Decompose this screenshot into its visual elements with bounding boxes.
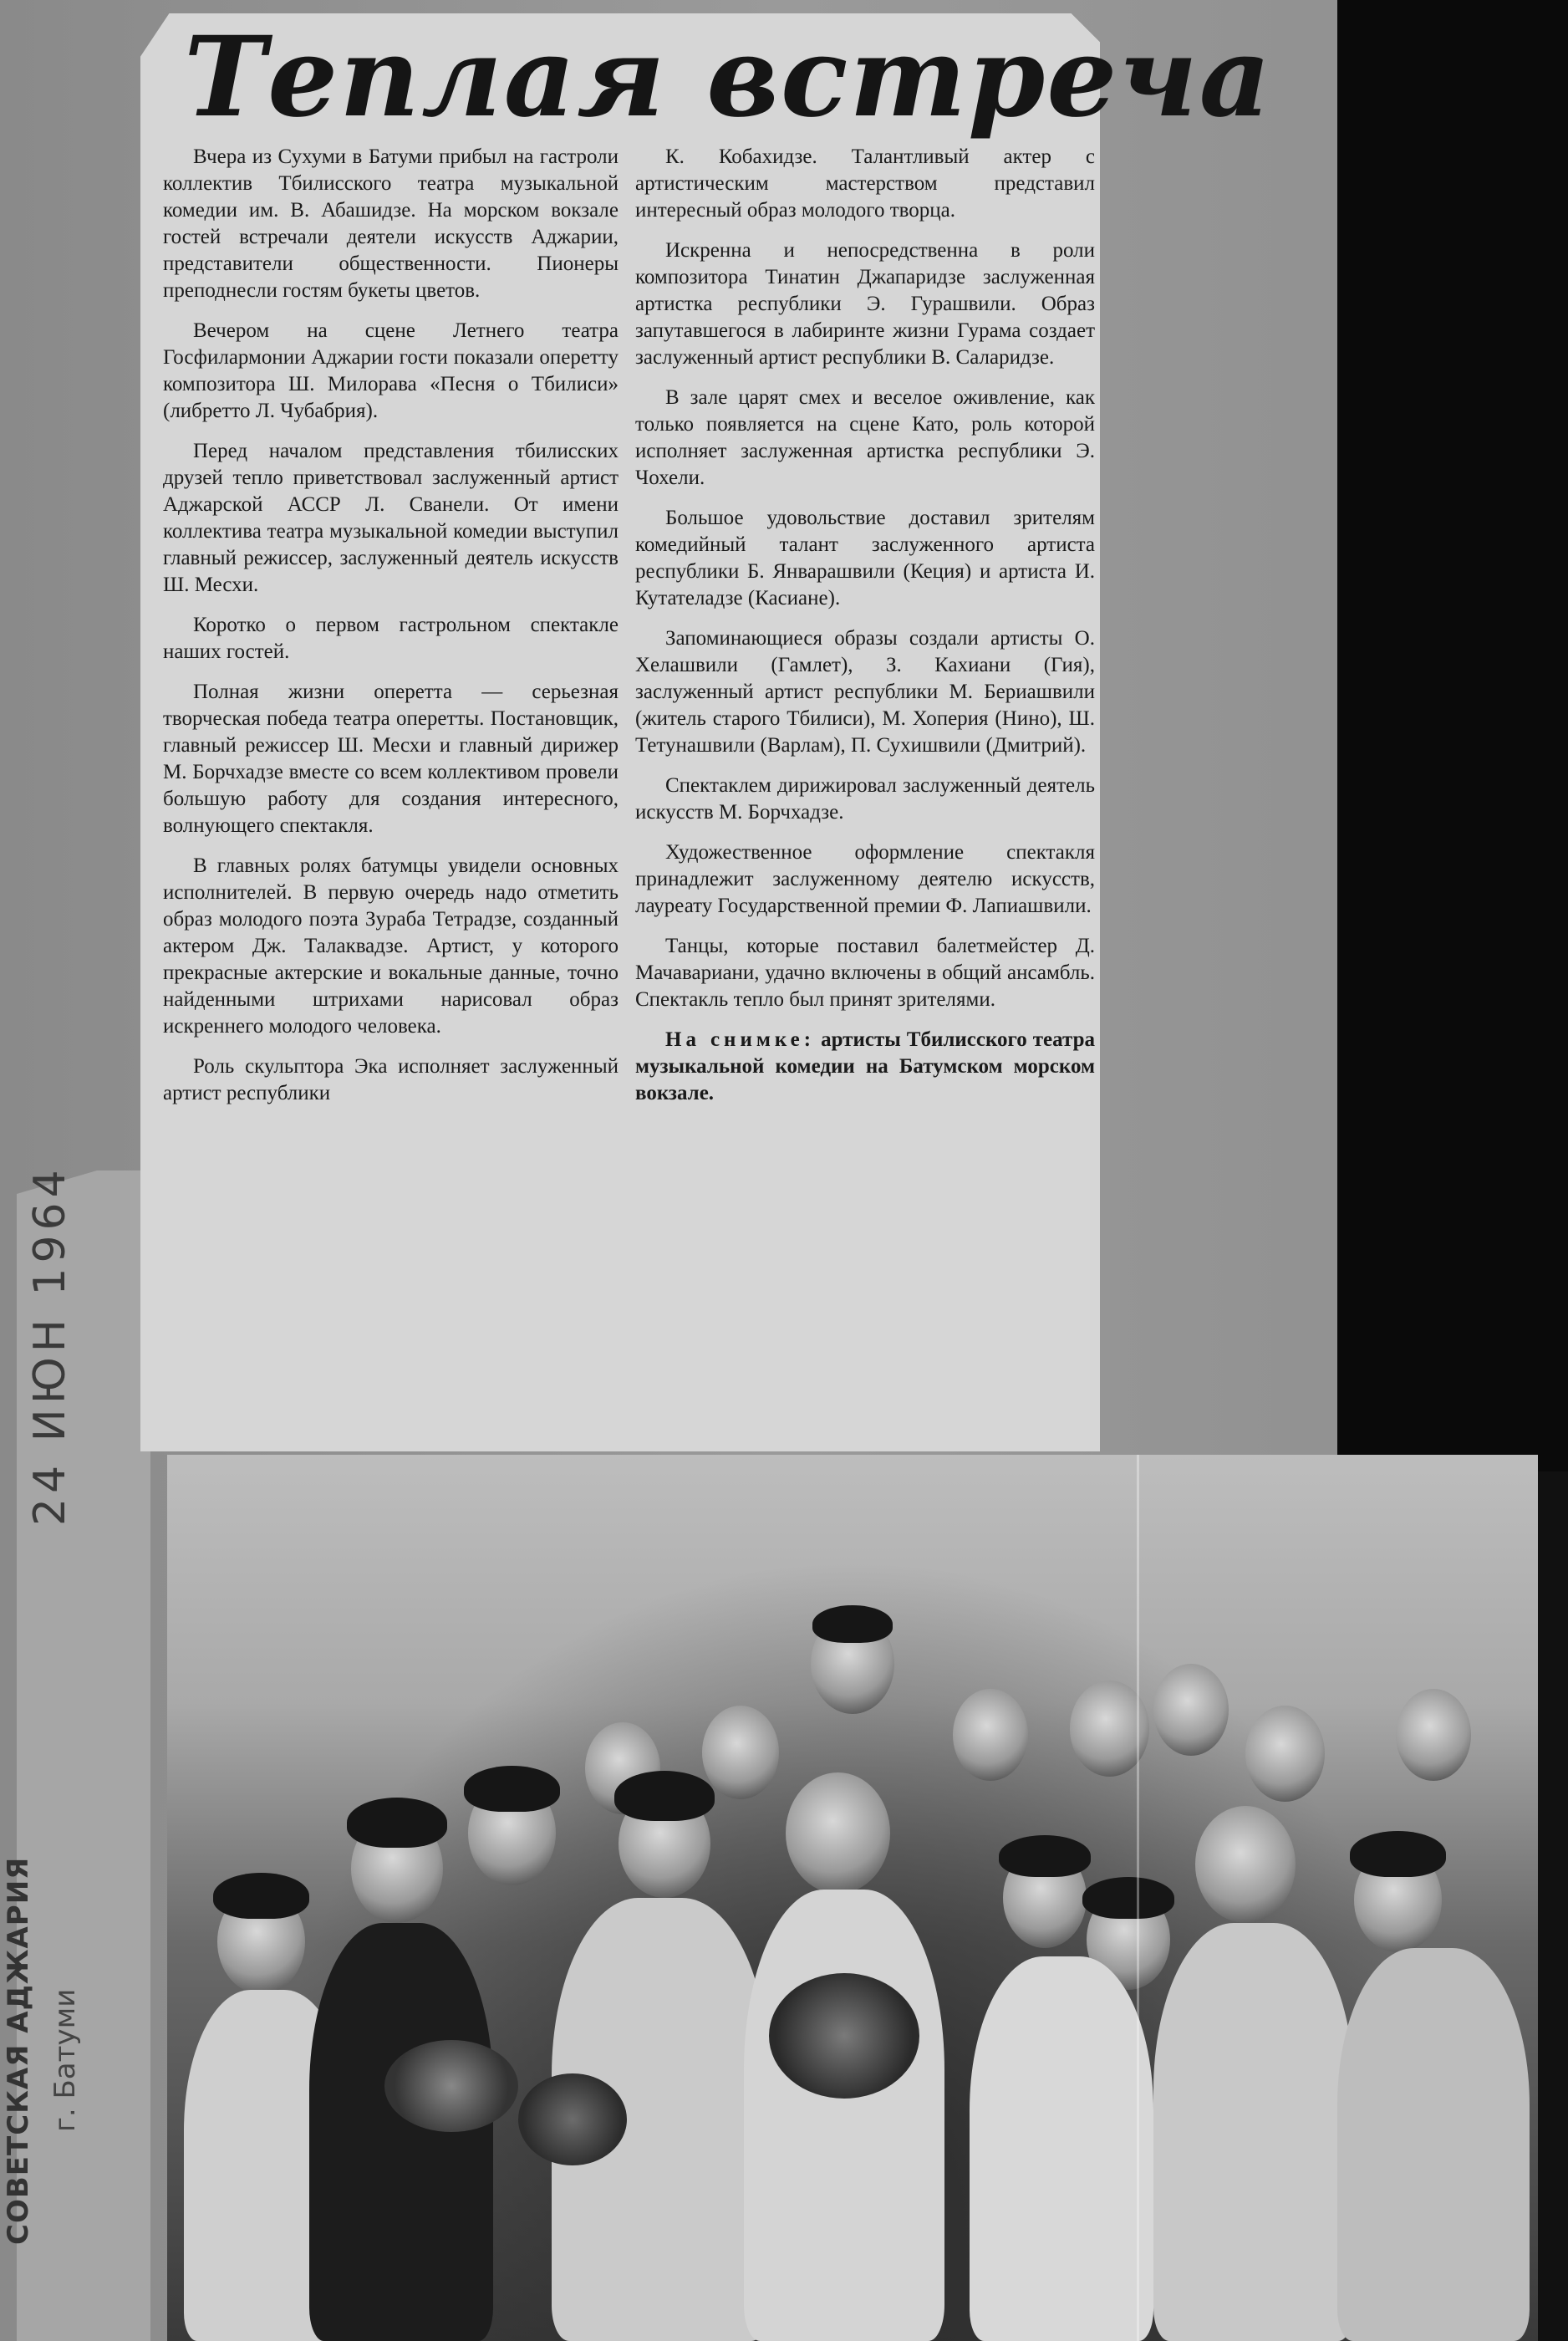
caption-text: артисты Тбилисского театра музыкальной комедии на Батумском морском вокзале.	[635, 1028, 1095, 1104]
person-head	[1245, 1706, 1325, 1802]
article-headline: Теплая встреча	[184, 13, 1273, 142]
photo-fold-line	[1137, 1455, 1139, 2341]
date-stamp: 24 ИЮН 1964	[25, 1165, 75, 1526]
paragraph: В зале царят смех и веселое оживление, как только появляется на сцене Като, роль которой исполняет заслуженная артистка республики Э. Чохели.	[635, 386, 1095, 489]
caption-lead: На снимке:	[665, 1028, 816, 1051]
person-hair	[1350, 1831, 1446, 1877]
paragraph: Художественное оформление спектакля принадлежит заслуженному деятелю искусств, лауреату Государственной премии Ф. Лапиашвили.	[635, 841, 1095, 917]
dark-border-strip-lower	[1538, 1471, 1568, 2341]
photo-caption	[635, 1027, 1095, 1107]
person-hair	[347, 1798, 447, 1848]
paragraph: Спектаклем дирижировал заслуженный деятель искусств М. Борчхадзе.	[635, 774, 1095, 824]
person-body	[744, 1890, 944, 2341]
person-hair	[213, 1873, 309, 1919]
person-hair	[812, 1605, 893, 1643]
paragraph: Искренна и непосредственна в роли композитора Тинатин Джапаридзе заслуженная артистка республики Э. Гурашвили. Образ запутавшегося в лабиринте жизни Гурама создает заслуженный артист республики В. Саларидзе.	[635, 239, 1095, 369]
paragraph: Роль скульптора Эка исполняет заслуженный артист республики	[163, 1055, 619, 1104]
paragraph: Вечером на сцене Летнего театра Госфилармонии Аджарии гости показали оперетту композитора Ш. Милорава «Песня о Тбилиси» (либретто Л. Чубабрия).	[163, 319, 619, 422]
newspaper-name: СОВЕТСКАЯ АДЖАРИЯ	[2, 1856, 35, 2245]
person-head	[1195, 1806, 1296, 1923]
person-hair	[614, 1771, 715, 1821]
article-column-left	[163, 144, 619, 1120]
paragraph: Большое удовольствие доставил зрителям комедийный талант заслуженного артиста республики Б. Январашвили (Кеция) и артиста И. Кутателадзе (Касиане).	[635, 507, 1095, 609]
person-body	[1153, 1923, 1354, 2341]
person-head	[1153, 1664, 1229, 1756]
person-body	[970, 1956, 1153, 2341]
paragraph: Вчера из Сухуми в Батуми прибыл на гастроли коллектив Тбилисского театра музыкальной комедии им. В. Абашидзе. На морском вокзале гостей встречали деятели искусств Аджарии, представители общественности. Пионеры преподнесли гостям букеты цветов.	[163, 145, 619, 302]
person-body	[1337, 1948, 1530, 2341]
flower-bouquet	[769, 1973, 919, 2099]
person-head	[1396, 1689, 1471, 1781]
article-column-right	[635, 144, 1095, 1120]
paragraph: К. Кобахидзе. Талантливый актер с артистическим мастерством представил интересный образ молодого творца.	[635, 145, 1095, 222]
paragraph: Запоминающиеся образы создали артисты О. Хелашвили (Гамлет), З. Кахиани (Гия), заслуженный артист республики М. Бериашвили (житель старого Тбилиси), М. Хоперия (Нино), Ш. Тетунашвили (Варлам), П. Сухишвили (Дмитрий).	[635, 627, 1095, 757]
group-photo	[167, 1455, 1538, 2341]
person-hair	[464, 1766, 560, 1812]
person-head	[953, 1689, 1028, 1781]
paragraph: Полная жизни оперетта — серьезная творческая победа театра оперетты. Постановщик, главный режиссер Ш. Месхи и главный дирижер М. Борчхадзе вместе со всем коллективом провели большую работу для создания интересного, волнующего спектакля.	[163, 681, 619, 837]
person-head	[786, 1772, 890, 1894]
paragraph: Танцы, которые поставил балетмейстер Д. Мачавариани, удачно включены в общий ансамбль. Спектакль тепло был принят зрителями.	[635, 935, 1095, 1011]
person-head	[702, 1706, 779, 1799]
flower-bouquet	[518, 2073, 627, 2165]
flower-bouquet	[384, 2040, 518, 2132]
paragraph: Коротко о первом гастрольном спектакле наших гостей.	[163, 614, 619, 663]
dark-border-strip	[1337, 0, 1568, 1471]
city-name: г. Батуми	[48, 1988, 82, 2132]
person-body	[309, 1923, 493, 2341]
paragraph: В главных ролях батумцы увидели основных исполнителей. В первую очередь надо отметить образ молодого поэта Зураба Тетрадзе, созданный актером Дж. Талаквадзе. Артист, у которого прекрасные актерские и вокальные данные, точно найденными штрихами нарисовал образ искреннего молодого человека.	[163, 854, 619, 1038]
paragraph: Перед началом представления тбилисских друзей тепло приветствовал заслуженный артист Аджарской АССР Л. Сванели. От имени коллектива театра музыкальной комедии выступил главный режиссер, заслуженный деятель искусств Ш. Месхи.	[163, 440, 619, 596]
person-hair	[999, 1835, 1091, 1877]
person-hair	[1082, 1877, 1174, 1919]
